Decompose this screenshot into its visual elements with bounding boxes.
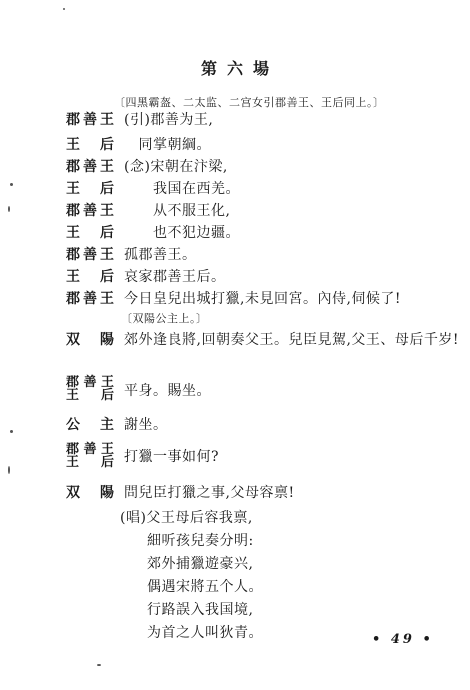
song-line: 行路誤入我国境, [147,602,254,618]
speaker-name: 王 后 [66,269,114,285]
dialogue-line: 也不犯边疆。 [124,225,240,241]
dialogue-line: 我国在西羌。 [124,181,240,197]
speaker-name-joint [66,443,114,469]
speaker-name: 郡善王 [66,159,114,175]
dialogue-line: 打獵一事如何? [124,449,220,465]
speaker-name: 郡善王 [66,203,114,219]
song-line: 郊外捕獵遊豪兴, [147,556,254,572]
dialogue-line: 平身。賜坐。 [124,383,211,399]
dialogue-line: 哀家郡善王后。 [124,269,226,285]
speaker-name: 王 后 [66,137,114,153]
dialogue-line: 謝坐。 [124,417,168,433]
opening-stage-direction: 〔四黑霸盔、二太监、二宫女引郡善王、王后同上。〕 [114,96,385,109]
speaker-name: 公 主 [66,417,114,433]
speaker-name: 郡善王 [66,112,114,128]
scan-speck [10,183,13,186]
speaker-name: 郡善王 [66,442,114,457]
speaker-name-joint [66,376,114,402]
dialogue-line: 郊外逢良將,回朝奏父王。兒臣見駕,父王、母后千岁! [124,332,460,348]
dialogue-line: 今日皇兒出城打獵,未見回宮。內侍,伺候了! [124,291,402,307]
page-number: • 49 • [372,632,434,647]
song-line: (唱)父王母后容我禀, [120,510,253,526]
dialogue-line: (念)宋朝在汴梁, [124,159,228,175]
song-line: 为首之人叫狄青。 [147,625,263,641]
speaker-name: 王 后 [66,388,114,403]
princess-stage-direction: 〔双陽公主上。〕 [121,312,208,325]
dialogue-line: 孤郡善王。 [124,247,197,263]
scan-speck [8,206,10,212]
speaker-name: 王 后 [66,225,114,241]
dialogue-row [66,443,446,473]
dialogue-line: 从不服王化, [124,203,231,219]
dialogue-line: (引)郡善为王, [124,112,214,128]
speaker-name: 郡善王 [66,291,114,307]
dialogue-line: 問兒臣打獵之事,父母容禀! [124,485,295,501]
scan-speck [10,430,13,433]
scan-speck [97,664,101,666]
song-line: 細听孩兒奏分明: [147,533,254,549]
dialogue-line: 同掌朝綱。 [124,137,211,153]
speaker-name: 郡善王 [66,375,114,390]
speaker-name: 王 后 [66,455,114,470]
scan-speck [63,8,65,10]
scan-speck [8,466,10,474]
speaker-name: 双 陽 [66,485,114,501]
speaker-name: 王 后 [66,181,114,197]
speaker-name: 郡善王 [66,247,114,263]
speaker-name: 双 陽 [66,332,114,348]
song-line: 偶遇宋將五个人。 [147,579,263,595]
scene-title: 第六場 [200,59,279,78]
dialogue-row [66,376,446,406]
